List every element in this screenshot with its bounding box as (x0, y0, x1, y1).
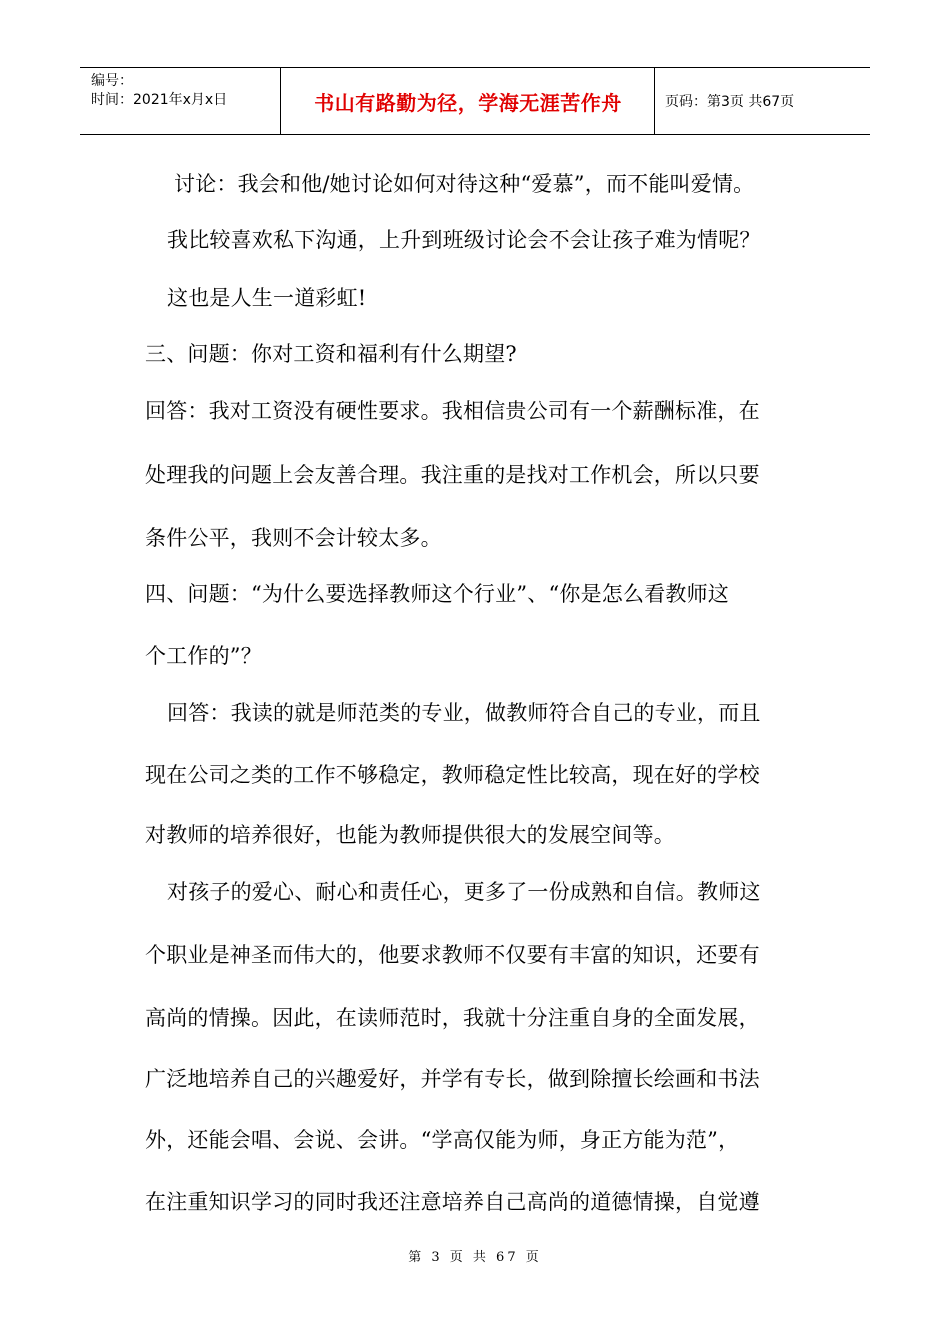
document-time-label: 时间：2021年x月x日 (91, 92, 228, 108)
body-line: 四、问题：“为什么要选择教师这个行业”、“你是怎么看教师这 (145, 582, 730, 606)
header-divider-right (654, 68, 655, 134)
body-line: 条件公平，我则不会计较太多。 (145, 526, 442, 550)
body-line: 现在公司之类的工作不够稳定，教师稳定性比较高，现在好的学校 (145, 763, 760, 787)
body-line: 这也是人生一道彩虹! (167, 286, 367, 310)
body-line: 处理我的问题上会友善合理。我注重的是找对工作机会，所以只要 (145, 463, 760, 487)
header-divider-left (280, 68, 281, 134)
body-line: 对教师的培养很好，也能为教师提供很大的发展空间等。 (145, 823, 675, 847)
body-line: 我比较喜欢私下沟通，上升到班级讨论会不会让孩子难为情呢？ (167, 228, 761, 252)
page-header (80, 67, 870, 135)
body-line: 讨论：我会和他/她讨论如何对待这种“爱慕”，而不能叫爱情。 (174, 172, 755, 196)
body-line: 三、问题：你对工资和福利有什么期望? (145, 342, 517, 366)
document-number-label: 编号： (91, 73, 133, 89)
body-line: 个职业是神圣而伟大的，他要求教师不仅要有丰富的知识，还要有 (145, 943, 760, 967)
page-footer: 第 3 页 共 67 页 (408, 1250, 542, 1265)
body-line: 高尚的情操。因此，在读师范时，我就十分注重自身的全面发展， (145, 1006, 760, 1030)
header-meta (80, 68, 280, 134)
body-line: 在注重知识学习的同时我还注意培养自己高尚的道德情操，自觉遵 (145, 1190, 760, 1214)
header-page-info: 页码：第3页 共67页 (665, 94, 795, 110)
header-motto: 书山有路勤为径，学海无涯苦作舟 (314, 90, 622, 115)
body-line: 个工作的”？ (145, 644, 262, 668)
body-line: 回答：我读的就是师范类的专业，做教师符合自己的专业，而且 (167, 701, 761, 725)
body-line: 外，还能会唱、会说、会讲。“学高仅能为师，身正方能为范”， (145, 1128, 740, 1152)
body-line: 广泛地培养自己的兴趣爱好，并学有专长，做到除擅长绘画和书法 (145, 1067, 760, 1091)
body-line: 对孩子的爱心、耐心和责任心，更多了一份成熟和自信。教师这 (167, 880, 761, 904)
body-line: 回答：我对工资没有硬性要求。我相信贵公司有一个薪酬标准，在 (145, 399, 760, 423)
